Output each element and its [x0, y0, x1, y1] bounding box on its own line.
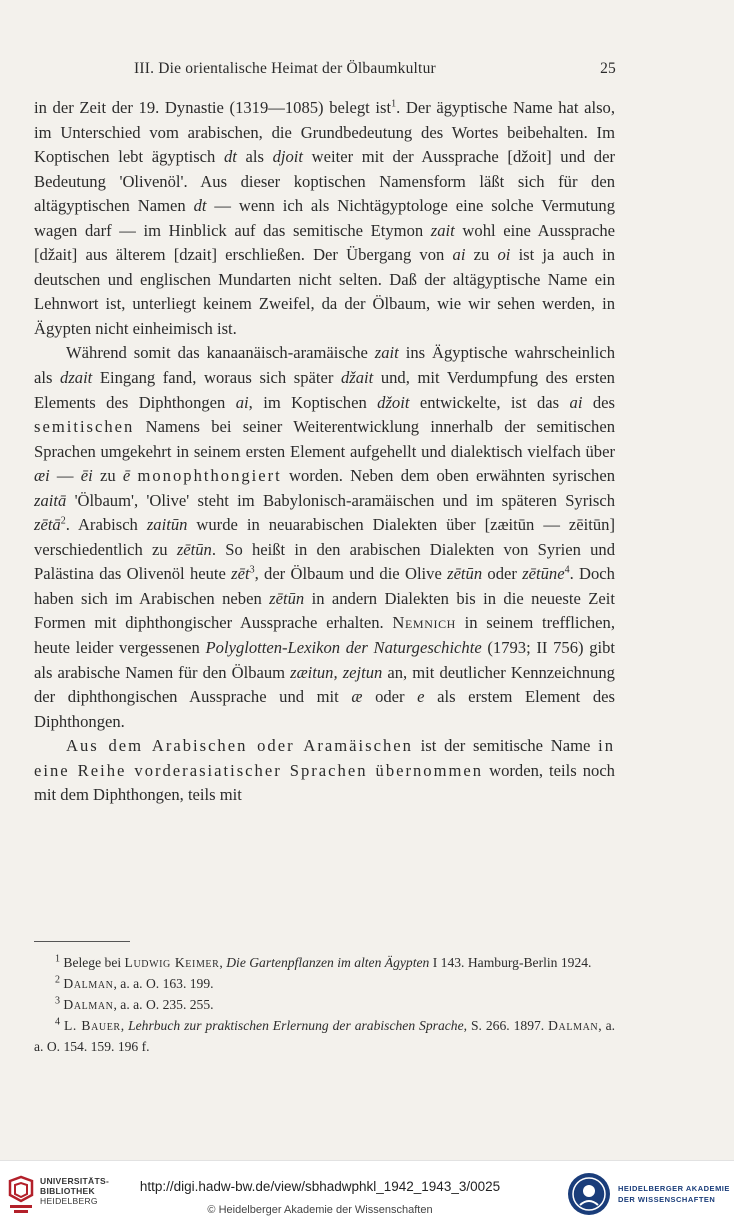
university-library-logo-icon [6, 1175, 36, 1215]
chapter-title: III. Die orientalische Heimat der Ölbaumkultur [134, 60, 436, 77]
paragraph-1: in der Zeit der 19. Dynastie (1319—1085) belegt ist$^1$. Der ägyptische Name hat also, im Unterschied vom arabischen, die Grundbedeutung des Wortes beibehalten. Im Koptischen lebt ägyptisch dt als djoit weiter mit der Aussprache [džoit] und der Bedeutung 'Olivenöl'. Aus dieser koptischen Namensform läßt sich für den altägyptischen Namen dt — wenn ich als Nichtägyptologe eine solche Vermutung wagen darf — im Hinblick auf das semitische Etymon zait wohl eine Aussprache [džait] aus älterem [dzait] erschließen. Der Übergang von ai zu oi ist ja auch in deutschen und englischen Mundarten nicht selten. Daß der altägyptische Name ein Lehnwort ist, unterliegt keinem Zweifel, da der Ölbaum, wie wir sehen werden, in Ägypten nicht einheimisch ist. [34, 98, 615, 338]
paragraph-2: Während somit das kanaanäisch-aramäische zait ins Ägyptische wahrscheinlich als dzait Eingang fand, woraus sich später džait und, mit Verdumpfung des ersten Elements des Diphthongen ai, im Koptischen džoit entwickelte, ist das ai des semitischen Namens bei seiner Weiterentwicklung innerhalb der semitischen Sprachen umgekehrt in seinem ersten Element aufgehellt und dialektisch vielfach über æi — ēi zu ē monophthongiert worden. Neben dem oben erwähnten syrischen zaitā 'Ölbaum', 'Olive' steht im Babylonisch-aramäischen und im späteren Syrisch zētā$^2$. Arabisch zaitūn wurde in neuarabischen Dialekten über [zæitūn — zēitūn] verschiedentlich zu zētūn. So heißt in den arabischen Dialekten von Syrien und Palästina das Olivenöl heute zēt$^3$, der Ölbaum und die Olive zētūn oder zētūne$^4$. Doch haben sich im Arabischen neben zētūn in andern Dialekten bis in die neueste Zeit Formen mit diphthongischer Aussprache erhalten. Nemnich in seinem trefflichen, heute leider vergessenen Polyglotten-Lexikon der Naturgeschichte (1793; II 756) gibt als arabische Namen für den Ölbaum zæitun, zejtun an, mit deutlicher Kennzeichnung der diphthongischen Aussprache und mit æ oder e als erstem Element des Diphthongen. [34, 343, 616, 731]
academy-seal-icon [566, 1171, 612, 1217]
footnote-ref-4[interactable]: 4 [564, 564, 570, 576]
viewer-footer [0, 1160, 734, 1229]
academy-name: HEIDELBERGER AKADEMIE DER WISSENSCHAFTEN [618, 1184, 730, 1204]
page-number: 25 [600, 60, 616, 77]
footnote-ref-2[interactable]: 2 [60, 515, 66, 527]
footnote-ref-3[interactable]: 3 [249, 564, 255, 576]
university-library-name: UNIVERSITÄTS- BIBLIOTHEK HEIDELBERG [40, 1176, 110, 1206]
footnote-rule [34, 941, 130, 942]
footnote-2: $^2$ Dalman, a. a. O. 163. 199. [55, 974, 214, 991]
footnote-3: $^3$ Dalman, a. a. O. 235. 255. [55, 995, 214, 1012]
footnote-ref-1[interactable]: 1 [391, 98, 397, 110]
footnotes [34, 952, 615, 1057]
permalink-url[interactable]: http://digi.hadw-bw.de/view/sbhadwphkl_1942_1943_3/0025 [139, 1179, 501, 1194]
copyright-notice: © Heidelberger Akademie der Wissenschaften [207, 1204, 433, 1216]
body-text [34, 96, 615, 808]
footnote-1: $^1$ Belege bei Ludwig Keimer, Die Gartenpflanzen im alten Ägypten I 143. Hamburg-Berlin 1924. [55, 953, 592, 970]
paragraph-3: Aus dem Arabischen oder Aramäischen ist der semitische Name in eine Reihe vorderasiatischer Sprachen übernommen worden, teils noch mit dem Diphthongen, teils mit [34, 736, 616, 805]
footnote-4: $^4$ L. Bauer, Lehrbuch zur praktischen Erlernung der arabischen Sprache, S. 266. 1897. Dalman, a. a. O. 154. 159. 196 f. [34, 1016, 616, 1054]
